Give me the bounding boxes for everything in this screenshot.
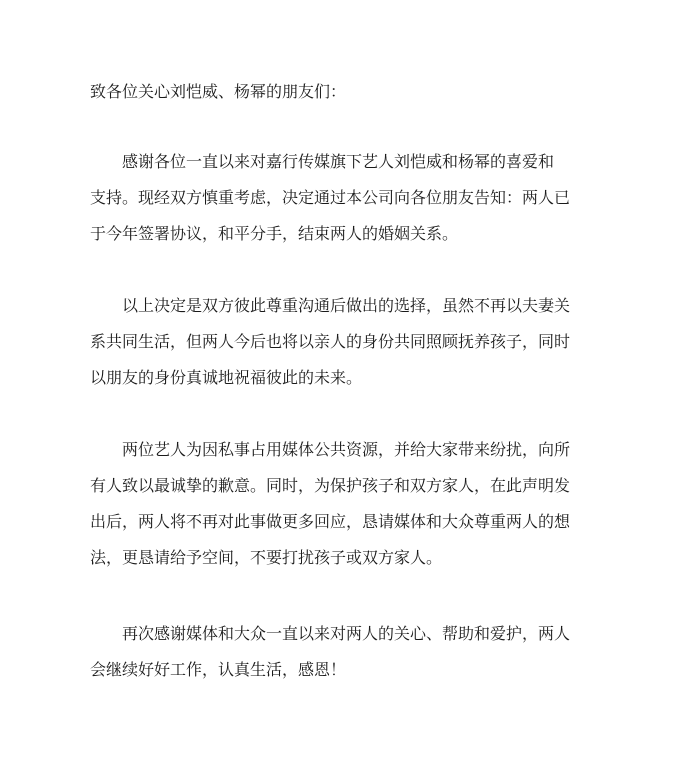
paragraph-line: 感谢各位一直以来对嘉行传媒旗下艺人刘恺威和杨幂的喜爱和 [122,152,555,171]
paragraph-line: 以上决定是双方彼此尊重沟通后做出的选择，虽然不再以夫妻关 [122,296,571,315]
paragraph-line: 会继续好好工作，认真生活，感恩！ [90,660,347,679]
paragraph-line: 法，更恳请给予空间，不要打扰孩子或双方家人。 [90,548,443,567]
paragraph-line: 有人致以最诚挚的歉意。同时，为保护孩子和双方家人，在此声明发 [90,476,571,495]
paragraph-3 [90,432,590,576]
paragraph-line: 系共同生活，但两人今后也将以亲人的身份共同照顾抚养孩子，同时 [90,332,571,351]
paragraph-line: 支持。现经双方慎重考虑，决定通过本公司向各位朋友告知：两人已 [90,188,571,207]
salutation: 致各位关心刘恺威、杨幂的朋友们： [90,82,347,101]
paragraph-line: 出后，两人将不再对此事做更多回应，恳请媒体和大众尊重两人的想 [90,512,571,531]
paragraph-4 [90,616,590,688]
paragraph-line: 两位艺人为因私事占用媒体公共资源，并给大家带来纷扰，向所 [122,440,571,459]
paragraph-1 [90,144,590,252]
paragraph-line: 于今年签署协议，和平分手，结束两人的婚姻关系。 [90,224,459,243]
paragraph-line: 再次感谢媒体和大众一直以来对两人的关心、帮助和爱护，两人 [122,624,571,643]
paragraph-2 [90,288,590,396]
paragraph-line: 以朋友的身份真诚地祝福彼此的未来。 [90,368,363,387]
